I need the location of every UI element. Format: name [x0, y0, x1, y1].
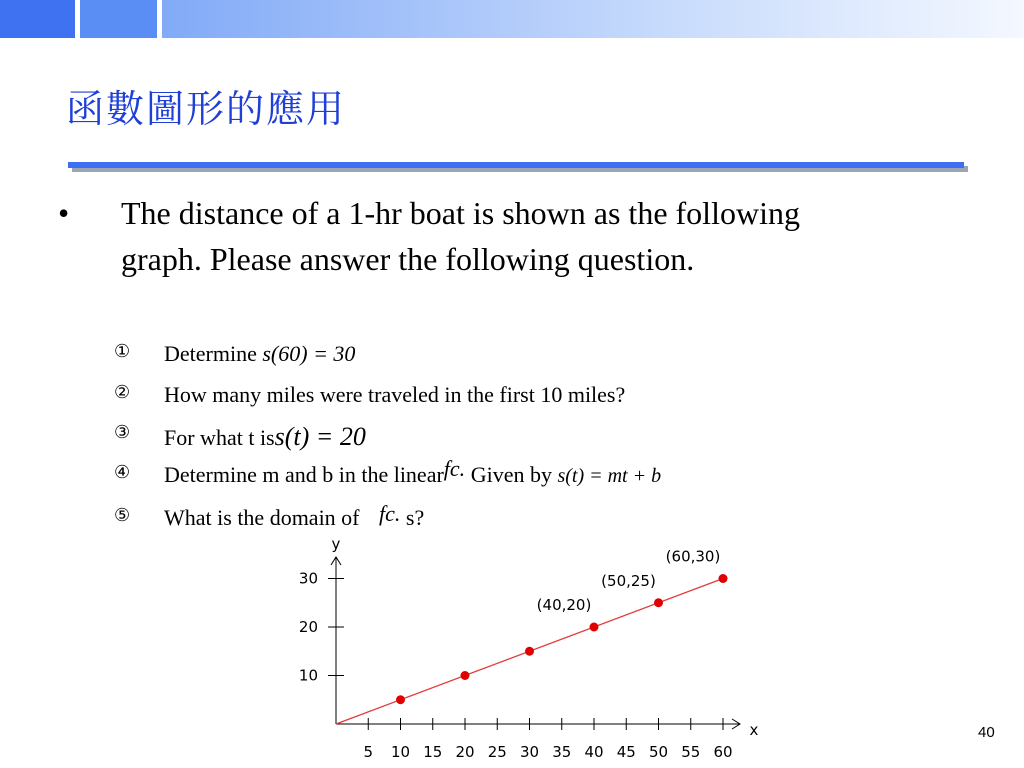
x-tick-label: 15 — [423, 743, 443, 761]
math-expression: s(t) = 20 — [274, 422, 366, 451]
question-label: Determine m and b in the linear — [164, 462, 444, 487]
x-tick-label: 50 — [648, 743, 669, 761]
x-tick-label: 30 — [519, 743, 540, 761]
y-tick-label: 20 — [298, 618, 318, 636]
x-tick-label: 45 — [616, 743, 636, 761]
bullet-dot: • — [58, 195, 70, 231]
point-annotation: (50,25) — [601, 571, 656, 590]
x-tick-label: 55 — [681, 743, 701, 761]
question-label: s? — [400, 505, 425, 530]
x-tick-label: 40 — [584, 743, 604, 761]
question-number: ③ — [114, 422, 131, 443]
page-number: 40 — [978, 724, 995, 741]
data-point — [590, 623, 599, 632]
bullet-text: The distance of a 1-hr boat is shown as the following graph. Please answer the following question. — [121, 195, 800, 277]
x-tick-label: 5 — [363, 743, 374, 761]
question-number: ④ — [114, 462, 131, 483]
question-text: How many miles were traveled in the first 10 miles? — [164, 382, 626, 407]
question-label: Determine — [164, 341, 263, 366]
question-number: ① — [114, 341, 131, 362]
math-expression: fc. — [443, 456, 466, 481]
data-point — [654, 598, 663, 607]
data-point — [719, 574, 728, 583]
x-tick-label: 20 — [455, 743, 475, 761]
question-label: Given by — [465, 462, 558, 487]
x-tick-label: 10 — [390, 743, 411, 761]
x-axis-label: x — [749, 721, 759, 739]
y-axis-label: y — [331, 535, 341, 553]
question-number: ⑤ — [114, 505, 131, 526]
question-number: ② — [114, 382, 131, 403]
question-label: For what t is — [164, 425, 275, 450]
math-expression: fc. — [379, 501, 401, 526]
y-tick-label: 30 — [298, 569, 318, 588]
question-label: What is the domain of — [164, 505, 366, 530]
x-tick-label: 35 — [552, 743, 572, 761]
point-annotation: (40,20) — [536, 596, 592, 614]
y-tick-label: 10 — [298, 666, 318, 685]
x-tick-label: 60 — [713, 743, 733, 761]
math-expression: s(60) = 30 — [262, 341, 356, 366]
point-annotation: (60,30) — [665, 547, 721, 566]
data-point — [396, 695, 405, 704]
x-tick-label: 25 — [487, 743, 507, 761]
data-point — [525, 647, 534, 656]
slide-title: 函數圖形的應用 — [66, 87, 347, 131]
data-point — [461, 671, 470, 680]
math-expression: s(t) = mt + b — [557, 465, 662, 487]
